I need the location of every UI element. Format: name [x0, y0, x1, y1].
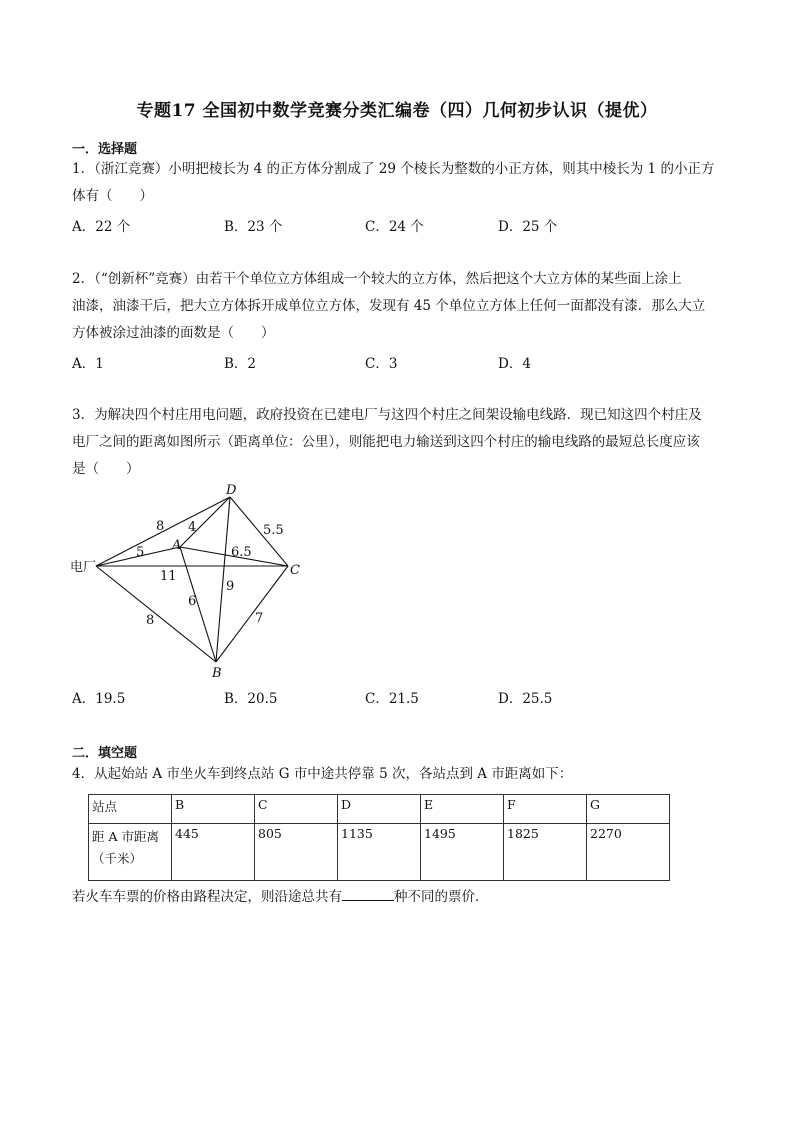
q4-after-text-pre: 若火车车票的价格由路程决定，则沿途总共有: [72, 889, 342, 905]
table-row: [89, 824, 670, 881]
table-cell: G: [587, 795, 670, 824]
edge-label-d-c: 5.5: [263, 523, 284, 538]
point-label-d: D: [226, 483, 237, 498]
table-cell: 1495: [421, 824, 504, 881]
section-heading-fill-in: 二．填空题: [72, 746, 138, 761]
q3-option-b[interactable]: B．20.5: [224, 691, 278, 707]
page-title: 专题17 全国初中数学竞赛分类汇编卷（四）几何初步认识（提优）: [136, 101, 658, 121]
table-cell: 1825: [504, 824, 587, 881]
q2-text-line-3: 方体被涂过油漆的面数是（ ）: [72, 325, 275, 341]
table-row-label: [89, 824, 172, 881]
q4-text-line-after: [72, 886, 489, 906]
point-label-plant: 电厂: [70, 560, 97, 575]
edge-label-d-b: 9: [226, 579, 235, 594]
table-cell: 445: [172, 824, 255, 881]
q3-text-line-1: 3．为解决四个村庄用电问题，政府投资在已建电厂与这四个村庄之间架设输电线路．现已知这四个村庄及: [72, 407, 702, 423]
q4-after-text-post: 种不同的票价．: [394, 889, 489, 905]
q4-text-line-1: 4．从起始站 A 市坐火车到终点站 G 市中途共停靠 5 次，各站点到 A 市距离如下：: [72, 766, 573, 782]
row-label-line-1: 距 A 市距离: [92, 829, 159, 844]
q3-option-a[interactable]: A．19.5: [72, 691, 126, 707]
q2-option-c[interactable]: C．3: [365, 356, 398, 372]
answer-blank[interactable]: [342, 886, 394, 901]
table-cell: D: [338, 795, 421, 824]
point-label-a: A: [172, 538, 182, 553]
table-cell: E: [421, 795, 504, 824]
edge-label-plant-c: 11: [160, 569, 177, 584]
edge-label-b-c: 7: [255, 611, 264, 626]
q1-option-b[interactable]: B．23 个: [224, 219, 283, 235]
row-label-line-2: （千米）: [92, 851, 143, 866]
q2-option-d[interactable]: D．4: [498, 356, 531, 372]
edge-a-b: [180, 547, 216, 662]
q1-option-c[interactable]: C．24 个: [365, 219, 424, 235]
table-cell: 805: [255, 824, 338, 881]
edge-label-plant-d: 8: [156, 519, 165, 534]
section-heading-choice: 一．选择题: [72, 142, 138, 157]
q2-option-b[interactable]: B．2: [224, 356, 257, 372]
edge-label-a-b: 6: [188, 594, 197, 609]
table-cell: 2270: [587, 824, 670, 881]
q2-text-line-2: 油漆，油漆干后，把大立方体拆开成单位立方体，发现有 45 个单位立方体上任何一面都没有漆．那么大立: [72, 298, 706, 314]
point-label-b: B: [212, 666, 222, 681]
edge-label-a-c: 6.5: [231, 545, 252, 560]
q1-text-line-2: 体有（ ）: [72, 188, 153, 204]
q2-text-line-1: 2．（“创新杯”竞赛）由若干个单位立方体组成一个较大的立方体，然后把这个大立方体的某些面上涂上: [72, 271, 682, 287]
q3-text-line-2: 电厂之间的距离如图所示（距离单位：公里），则能把电力输送到这四个村庄的输电线路的最短总长度应该: [72, 434, 700, 450]
edge-label-plant-b: 8: [146, 613, 155, 628]
station-distance-table: [88, 794, 670, 881]
q3-option-c[interactable]: C．21.5: [365, 691, 419, 707]
table-cell: 1135: [338, 824, 421, 881]
table-cell: C: [255, 795, 338, 824]
table-cell: F: [504, 795, 587, 824]
q2-option-a[interactable]: A．1: [72, 356, 104, 372]
point-label-c: C: [290, 563, 300, 578]
table-row: [89, 795, 670, 824]
q1-option-a[interactable]: A．22 个: [72, 219, 131, 235]
edge-label-plant-a: 5: [136, 545, 145, 560]
edge-plant-b: [96, 566, 216, 662]
q3-text-line-3: 是（ ）: [72, 461, 140, 477]
table-cell: B: [172, 795, 255, 824]
edge-label-a-d: 4: [188, 520, 197, 535]
table-cell: 站点: [89, 795, 172, 824]
q3-option-d[interactable]: D．25.5: [498, 691, 553, 707]
q1-text-line-1: 1．（浙江竞赛）小明把棱长为 4 的正方体分割成了 29 个棱长为整数的小正方体，则其中棱长为 1 的小正方: [72, 161, 715, 177]
q1-option-d[interactable]: D．25 个: [498, 219, 558, 235]
